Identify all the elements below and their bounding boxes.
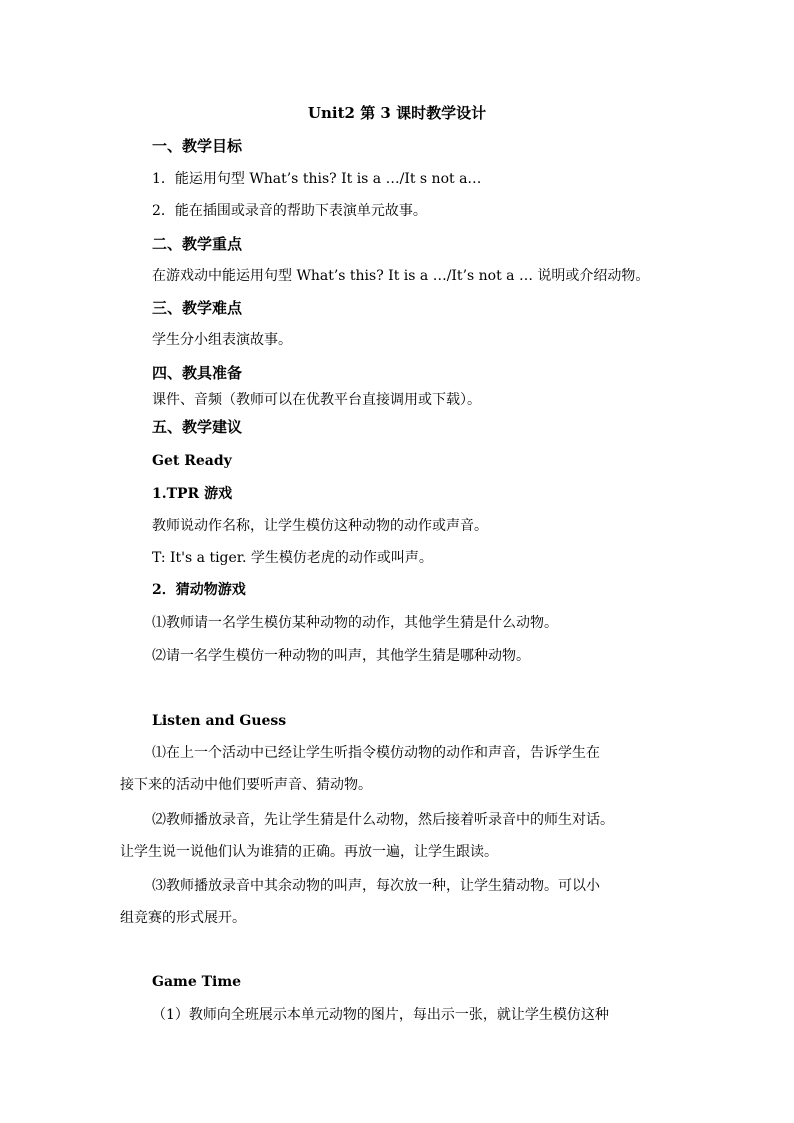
paragraph-line: 接下来的活动中他们要听声音、猜动物。 (120, 777, 372, 793)
paragraph-line: ⑵教师播放录音，先让学生猜是什么动物，然后接着听录音中的师生对话。 (152, 812, 614, 828)
objective-item: 2．能在插围或录音的帮助下表演单元故事。 (152, 203, 427, 219)
subheading-tpr-game: 1.TPR 游戏 (152, 486, 233, 502)
objective-item: 1．能运用句型 What’s this? It is a …/It s not a… (152, 171, 482, 187)
section-heading-key-points: 二、教学重点 (152, 235, 243, 253)
paragraph-line: 让学生说一说他们认为谁猜的正确。再放一遍，让学生跟读。 (120, 844, 498, 860)
difficulties-text: 学生分小组表演故事。 (152, 332, 292, 348)
paragraph-line: ⑴教师请一名学生模仿某种动物的动作，其他学生猜是什么动物。 (152, 615, 558, 631)
paragraph-line: 教师说动作名称，让学生模仿这种动物的动作或声音。 (152, 518, 488, 534)
subheading-guess-game: 2．猜动物游戏 (152, 582, 246, 598)
paragraph-line: ⑴在上一个活动中已经让学生听指令模仿动物的动作和声音，告诉学生在 (152, 745, 600, 761)
page-title: Unit2 第 3 课时教学设计 (307, 104, 487, 122)
key-points-text: 在游戏动中能运用句型 What’s this? It is a …/It’s not a … 说明或介绍动物。 (152, 268, 650, 284)
subheading-game-time: Game Time (152, 974, 242, 990)
subheading-listen-and-guess: Listen and Guess (152, 713, 287, 729)
section-heading-difficulties: 三、教学难点 (152, 299, 243, 317)
paragraph-line: ⑶教师播放录音中其余动物的叫声，每次放一种，让学生猜动物。可以小 (152, 878, 600, 894)
paragraph-line: ⑵请一名学生模仿一种动物的叫声，其他学生猜是哪种动物。 (152, 648, 530, 664)
section-heading-suggestions: 五、教学建议 (152, 418, 243, 436)
materials-text: 课件、音频（教师可以在优教平台直接调用或下载）。 (152, 392, 481, 408)
paragraph-line: 组竞赛的形式展开。 (120, 910, 246, 926)
paragraph-line: T: It's a tiger. 学生模仿老虎的动作或叫声。 (152, 550, 433, 566)
paragraph-line: （1）教师向全班展示本单元动物的图片，每出示一张，就让学生模仿这种 (152, 1007, 609, 1023)
section-heading-materials: 四、教具准备 (152, 364, 243, 382)
subheading-get-ready: Get Ready (152, 453, 232, 469)
section-heading-objectives: 一、教学目标 (152, 137, 243, 155)
